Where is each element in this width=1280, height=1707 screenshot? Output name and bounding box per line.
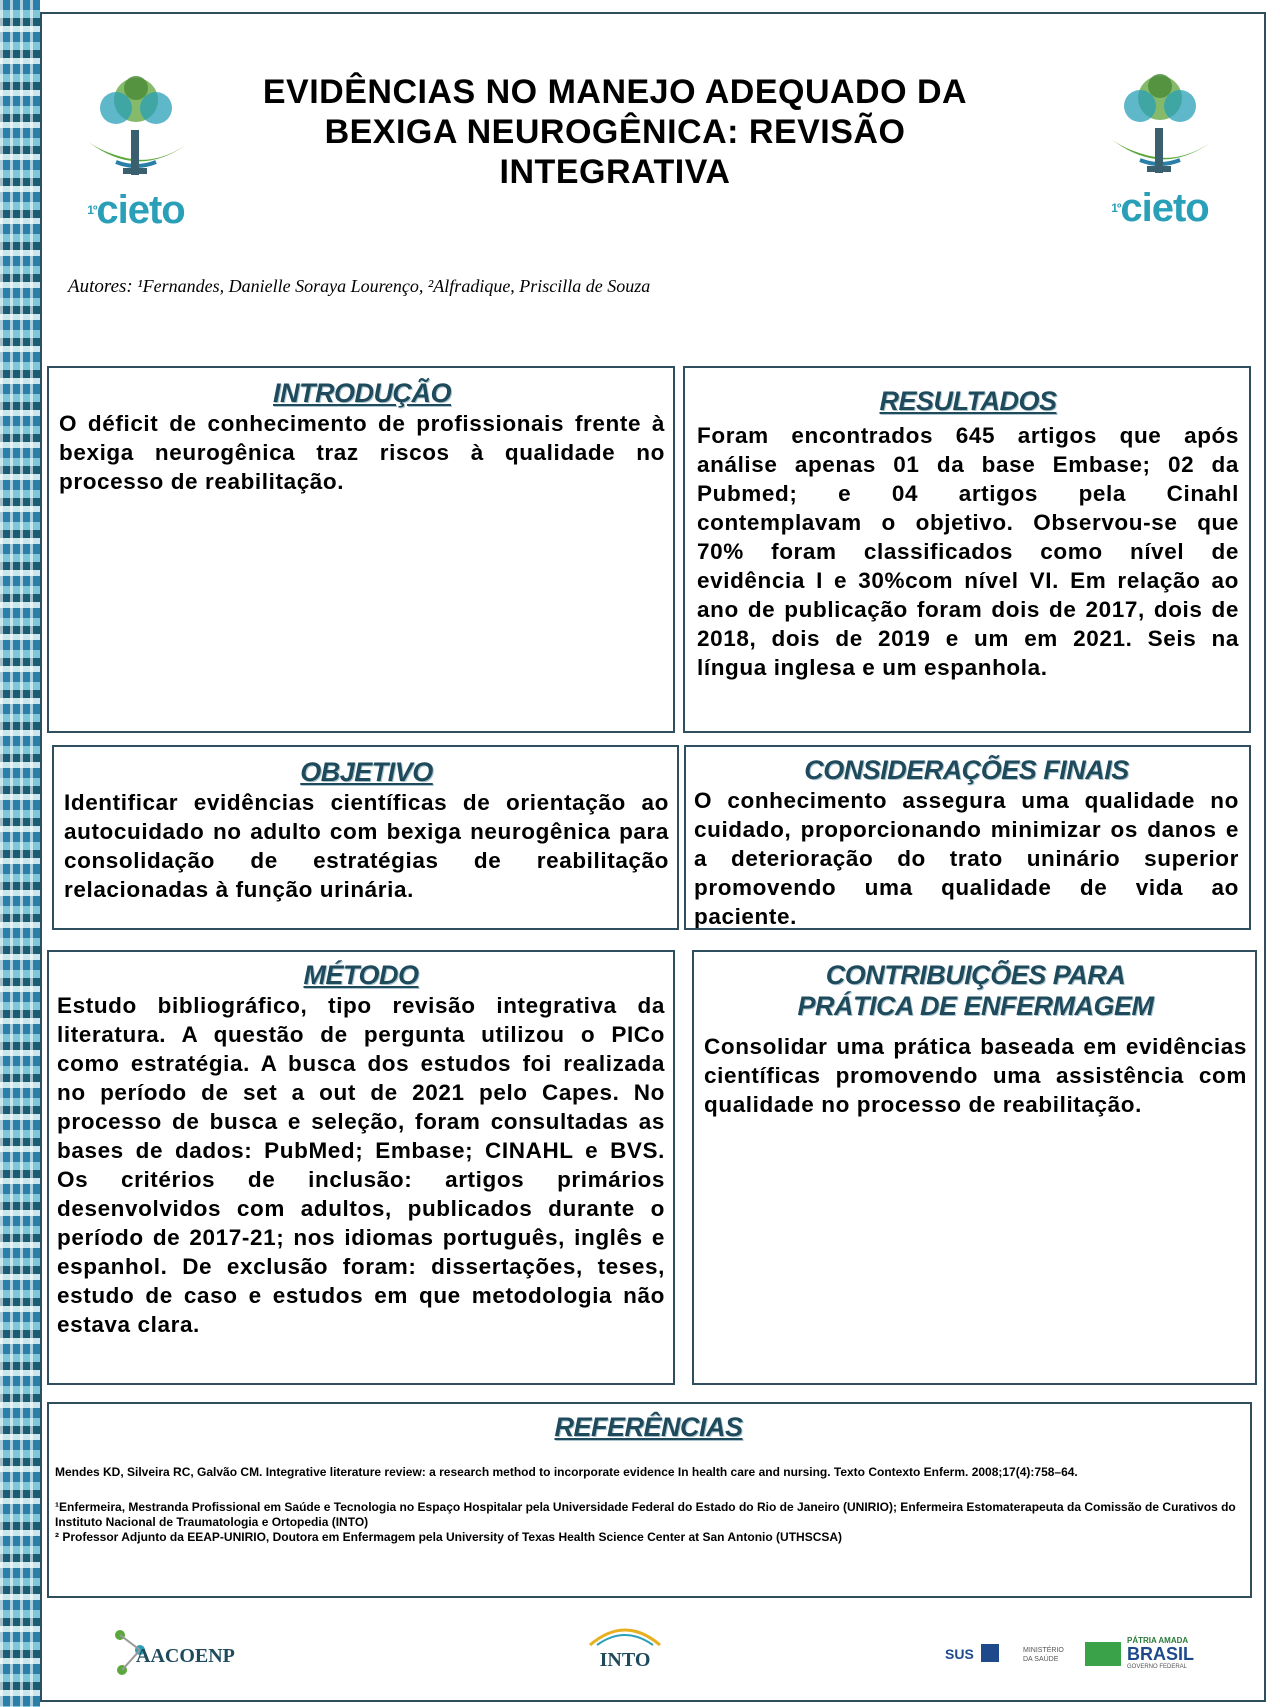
section-objetivo: [52, 745, 679, 930]
logo-text: cieto: [96, 188, 185, 232]
poster-title: EVIDÊNCIAS NO MANEJO ADEQUADO DA BEXIGA NEUROGÊNICA: REVISÃO INTEGRATIVA: [262, 73, 968, 191]
patria-text: PÁTRIA AMADA: [1127, 1636, 1189, 1645]
section-referencias: [47, 1402, 1252, 1598]
section-introducao: [47, 366, 675, 733]
section-text: Identificar evidências científicas de orientação ao autocuidado no adulto com bexiga neurogênica para consolidação de estratégias de reabilitação relacionadas à função urinária.: [64, 790, 669, 902]
section-heading: CONSIDERAÇÕES FINAIS: [804, 755, 1129, 785]
logo-text: cieto: [1120, 186, 1209, 230]
section-heading: RESULTADOS: [879, 386, 1057, 416]
cieto-logo-right: [1090, 68, 1230, 238]
footnote-1: ¹Enfermeira, Mestranda Profissional em Saúde e Tecnologia no Espaço Hospitalar pela Universidade Federal do Estado do Rio de Janeiro (UNIRIO); Enfermeira Estomaterapeuta da Comissão de Curativos do Instituto Nacional de Traumatologia e Ortopedia (INTO): [55, 1500, 1236, 1529]
section-heading-line2: PRÁTICA DE ENFERMAGEM: [797, 991, 1154, 1021]
aacoenp-text: AACOENP: [136, 1645, 235, 1667]
reference-item: Mendes KD, Silveira RC, Galvão CM. Integrative literature review: a research method to incorporate evidence In health care and nursing. Texto Contexto Enferm. 2008;17(4):758–64.: [55, 1465, 1078, 1479]
section-resultados: [683, 366, 1251, 733]
decorative-side-strip: [0, 0, 40, 1707]
brasil-text: BRASIL: [1127, 1644, 1194, 1664]
tree-icon: [1100, 68, 1220, 188]
section-heading: REFERÊNCIAS: [554, 1412, 743, 1442]
arc-icon: [585, 1620, 665, 1650]
section-text: Foram encontrados 645 artigos que após análise apenas 01 da base Embase; 02 da Pubmed; e 04 artigos pela Cinahl contemplavam o objetivo. Observou-se que 70% foram classificados como nível de evidência I e 30%com nível VI. Em relação ao ano de publicação foram dois de 2017, dois de 2018, dois de 2019 e um em 2021. Seis na língua inglesa e um espanhola.: [697, 423, 1239, 680]
section-heading-line1: CONTRIBUIÇÕES PARA: [825, 960, 1126, 990]
section-text: Estudo bibliográfico, tipo revisão integrativa da literatura. A questão de pergunta utilizou o PICo como estratégia. A busca dos estudos foi realizada no período de set a out de 2021 pelo Capes. No processo de busca e seleção, foram consultadas as bases de dados: PubMed; Embase; CINAHL e BVS. Os critérios de inclusão: artigos primários desenvolvidos com adultos, publicados durante o período de 2017-21; nos idiomas português, inglês e espanhol. De exclusão foram: dissertações, teses, estudo de caso e estudos em que metodologia não estava clara.: [57, 993, 665, 1337]
aacoenp-logo: [110, 1625, 250, 1687]
ministerio-text: MINISTÉRIO DA SAÚDE: [1023, 1647, 1064, 1663]
cieto-logo-left: [66, 70, 206, 240]
section-contribuicoes: [692, 950, 1257, 1385]
sus-text: SUS: [945, 1646, 974, 1662]
into-logo: [570, 1620, 680, 1684]
footnote-2: ² Professor Adjunto da EEAP-UNIRIO, Doutora em Enfermagem pela University of Texas Health Science Center at San Antonio (UTHSCSA): [55, 1530, 843, 1544]
section-consideracoes: [684, 745, 1251, 930]
government-logos: [945, 1636, 1205, 1676]
authors-label: Autores:: [68, 276, 133, 297]
section-metodo: [47, 950, 675, 1385]
authors-names: ¹Fernandes, Danielle Soraya Lourenço, ²Alfradique, Priscilla de Souza: [137, 276, 651, 296]
authors-line: [68, 276, 650, 298]
governo-text: GOVERNO FEDERAL: [1127, 1664, 1188, 1670]
section-text: O conhecimento assegura uma qualidade no cuidado, proporcionando minimizar os danos e a deterioração do trato uninário superior promovendo uma qualidade de vida ao paciente.: [694, 788, 1239, 929]
brazil-flag-icon: [1085, 1642, 1121, 1666]
section-text: O déficit de conhecimento de profissionais frente à bexiga neurogênica traz riscos à qualidade no processo de reabilitação.: [59, 411, 665, 494]
section-heading: MÉTODO: [303, 960, 419, 990]
logo-edition: 1º: [87, 203, 97, 217]
into-text: INTO: [599, 1649, 651, 1671]
section-heading: INTRODUÇÃO: [273, 378, 451, 408]
sus-cross-icon: [981, 1644, 999, 1662]
logo-edition: 1º: [1111, 201, 1121, 215]
section-heading: OBJETIVO: [300, 757, 433, 787]
tree-icon: [76, 70, 196, 190]
section-text: Consolidar uma prática baseada em evidências científicas promovendo uma assistência com qualidade no processo de reabilitação.: [704, 1034, 1247, 1117]
